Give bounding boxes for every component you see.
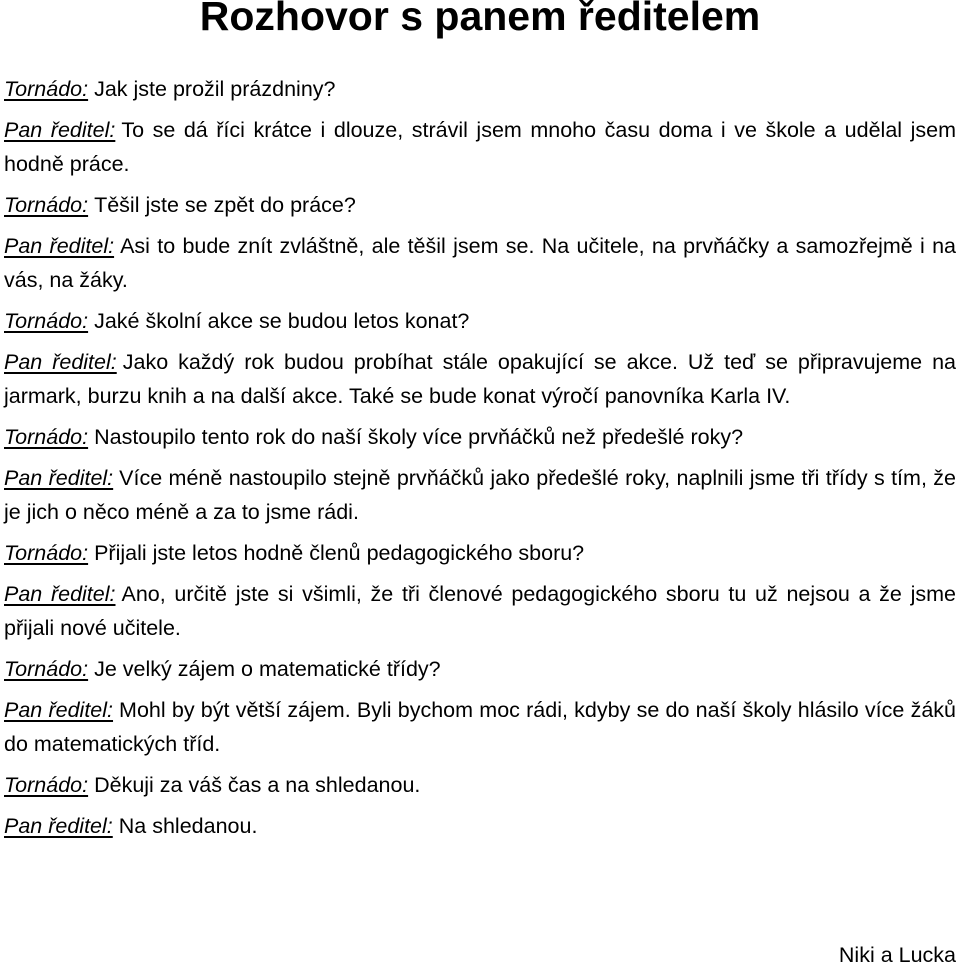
speaker-label: Tornádo: [4,425,89,449]
dialogue-entry [4,229,956,297]
speaker-label: Pan ředitel: [4,698,114,722]
dialogue-entry [4,420,956,454]
dialogue-text: Asi to bude znít zvláštně, ale těšil jsem se. Na učitele, na prvňáčky a samozřejmě i na vás, na žáky. [4,234,957,292]
speaker-label: Tornádo: [4,773,89,797]
speaker-label: Pan ředitel: [4,582,116,606]
speaker-label: Pan ředitel: [4,350,117,374]
dialogue-text: Těšil jste se zpět do práce? [94,193,356,217]
dialogue-text: Více méně nastoupilo stejně prvňáčků jako předešlé roky, naplnili jsme tři třídy s tím, že je jich o něco méně a za to jsme rádi. [4,466,956,524]
author-signature: Niki a Lucka [838,943,956,967]
speaker-label: Tornádo: [4,657,89,681]
dialogue-text: Nastoupilo tento rok do naší školy více prvňáčků než předešlé roky? [94,425,744,449]
dialogue-text: Ano, určitě jste si všimli, že tři členové pedagogického sboru tu už nejsou a že jsme přijali nové učitele. [4,582,956,640]
speaker-label: Pan ředitel: [4,118,116,142]
dialogue-text: Je velký zájem o matematické třídy? [94,657,441,681]
dialogue-text: Děkuji za váš čas a na shledanou. [94,773,421,797]
dialogue-text: Na shledanou. [118,814,258,838]
dialogue-entry [4,461,956,529]
dialogue-text: Jako každý rok budou probíhat stále opakující se akce. Už teď se připravujeme na jarmark, burzu knih a na další akce. Také se bude konat výročí panovníka Karla IV. [4,350,956,408]
dialogue-entry [4,72,956,106]
dialogue-text: Mohl by být větší zájem. Byli bychom moc rádi, kdyby se do naší školy hlásilo více žáků do matematických tříd. [4,698,956,756]
speaker-label: Tornádo: [4,77,89,101]
speaker-label: Pan ředitel: [4,234,115,258]
dialogue-entry [4,304,956,338]
dialogue-entry [4,345,956,413]
dialogue-entry [4,536,956,570]
speaker-label: Tornádo: [4,541,89,565]
page-title: Rozhovor s panem ředitelem [199,0,761,39]
dialogue-entry [4,652,956,686]
dialogue-entry [4,577,956,645]
dialogue-text: To se dá říci krátce i dlouze, strávil jsem mnoho času doma i ve škole a udělal jsem hodně práce. [4,118,956,176]
dialogue-entry [4,768,956,802]
speaker-label: Pan ředitel: [4,466,114,490]
interview-dialogue [4,72,956,850]
speaker-label: Pan ředitel: [4,814,113,838]
dialogue-entry [4,188,956,222]
dialogue-text: Jak jste prožil prázdniny? [94,77,336,101]
dialogue-entry [4,113,956,181]
speaker-label: Tornádo: [4,193,89,217]
dialogue-text: Jaké školní akce se budou letos konat? [94,309,470,333]
dialogue-entry [4,809,956,843]
dialogue-text: Přijali jste letos hodně členů pedagogického sboru? [94,541,585,565]
dialogue-entry [4,693,956,761]
speaker-label: Tornádo: [4,309,89,333]
